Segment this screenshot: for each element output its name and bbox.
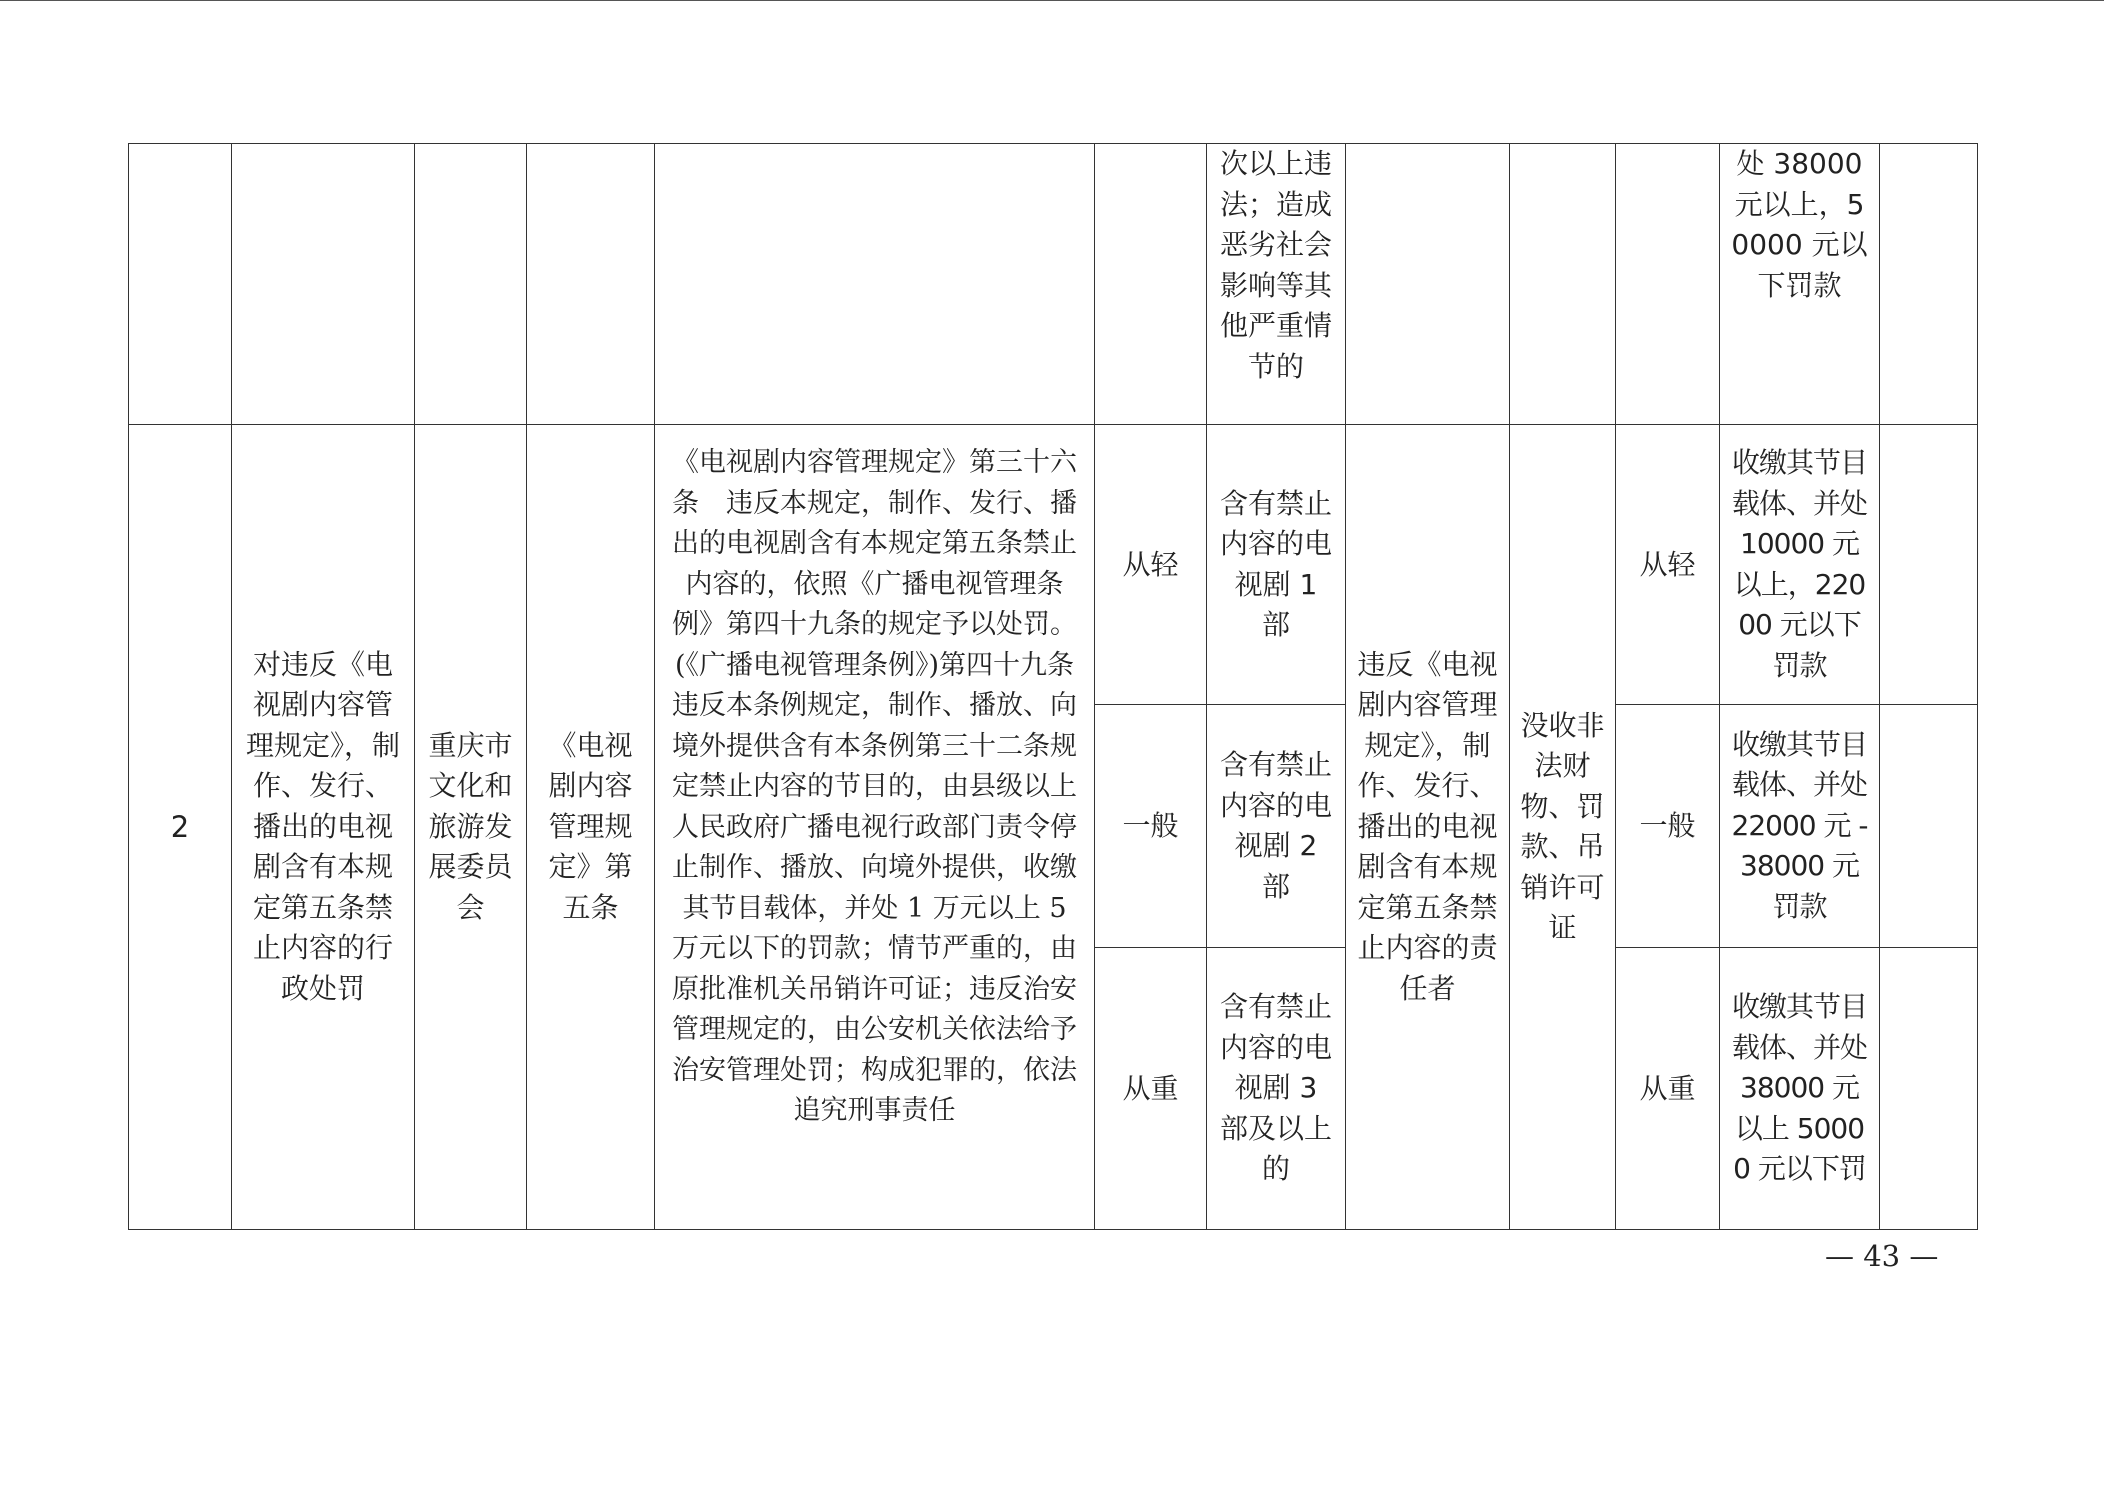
cell-remark-empty: [1880, 705, 1978, 948]
cell-basis-short: 《电视剧内容管理规定》第五条: [527, 425, 655, 1230]
cell-degree-repeat: 从轻: [1616, 425, 1720, 705]
table-row-continued: [129, 144, 1978, 425]
cell-degree-repeat: 从重: [1616, 948, 1720, 1230]
cell-standard: 收缴其节目载体、并处 10000 元以上，22000 元以下罚款: [1720, 425, 1880, 705]
cell-subject-empty: [1346, 144, 1510, 425]
cell-basis-short-empty: [527, 144, 655, 425]
cell-agency: 重庆市文化和旅游发展委员会: [415, 425, 527, 1230]
penalty-discretion-table: [128, 143, 1978, 1230]
cell-degree: 从重: [1095, 948, 1207, 1230]
cell-degree: 从轻: [1095, 425, 1207, 705]
cell-circumstance: 含有禁止内容的电视剧 3 部及以上的: [1207, 948, 1346, 1230]
cell-degree-empty: [1095, 144, 1207, 425]
cell-index: 2: [129, 425, 232, 1230]
cell-index-empty: [129, 144, 232, 425]
cell-legal-basis: 《电视剧内容管理规定》第三十六条 违反本规定，制作、发行、播出的电视剧含有本规定第五条禁止内容的，依照《广播电视管理条例》第四十九条的规定予以处罚。(《广播电视管理条例》)第四十九条 违反本条例规定，制作、播放、向境外提供含有本条例第三十二条规定禁止内容的节目的，由县级以上人民政府广播电视行政部门责令停止制作、播放、向境外提供，收缴其节目载体，并处 1 万元以上 5 万元以下的罚款；情节严重的，由原批准机关吊销许可证；违反治安管理规定的，由公安机关依法给予治安管理处罚；构成犯罪的，依法追究刑事责任: [655, 425, 1095, 1230]
cell-item-name: 对违反《电视剧内容管理规定》，制作、发行、播出的电视剧含有本规定第五条禁止内容的行政处罚: [232, 425, 415, 1230]
cell-legal-basis-empty: [655, 144, 1095, 425]
table-row: [129, 425, 1978, 705]
cell-degree: 一般: [1095, 705, 1207, 948]
cell-standard: 收缴其节目载体、并处 22000 元 - 38000 元罚款: [1720, 705, 1880, 948]
cell-degree-repeat: 一般: [1616, 705, 1720, 948]
top-border-line: [0, 0, 2104, 1]
cell-degree-repeat-empty: [1616, 144, 1720, 425]
page-number: — 43 —: [1825, 1239, 1939, 1273]
cell-circumstance: 含有禁止内容的电视剧 1 部: [1207, 425, 1346, 705]
cell-standard: 处 38000 元以上，50000 元以下罚款: [1720, 144, 1880, 425]
cell-penalty-type: 没收非法财物、罚款、吊销许可证: [1510, 425, 1616, 1230]
cell-circumstance: 次以上违法；造成恶劣社会影响等其他严重情节的: [1207, 144, 1346, 425]
cell-remark-empty: [1880, 425, 1978, 705]
cell-penalty-type-empty: [1510, 144, 1616, 425]
cell-standard: 收缴其节目载体、并处 38000 元以上 50000 元以下罚: [1720, 948, 1880, 1230]
cell-remark-empty: [1880, 948, 1978, 1230]
cell-agency-empty: [415, 144, 527, 425]
cell-remark-empty: [1880, 144, 1978, 425]
cell-item-empty: [232, 144, 415, 425]
cell-subject: 违反《电视剧内容管理规定》，制作、发行、播出的电视剧含有本规定第五条禁止内容的责任者: [1346, 425, 1510, 1230]
cell-circumstance: 含有禁止内容的电视剧 2 部: [1207, 705, 1346, 948]
